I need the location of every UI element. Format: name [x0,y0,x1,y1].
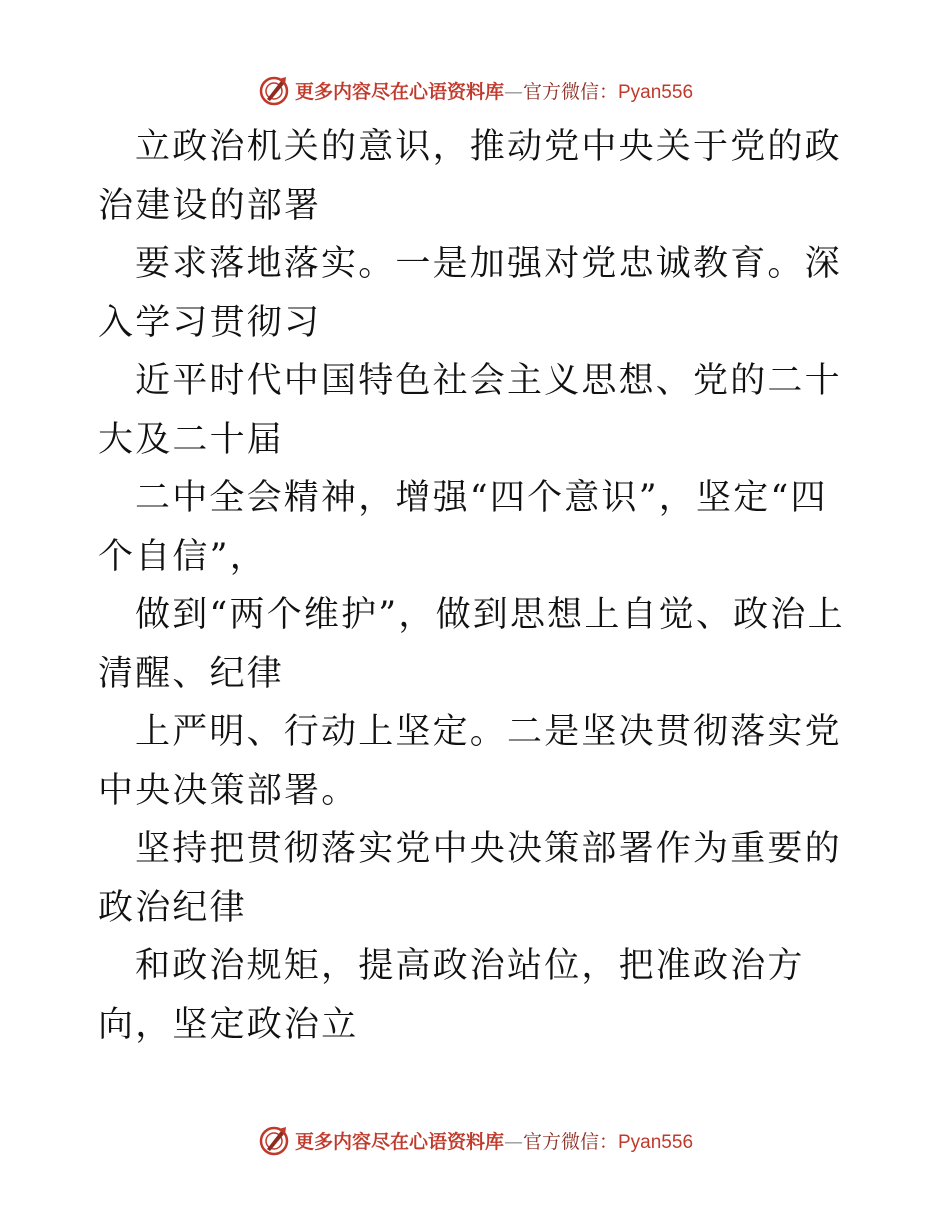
header-banner-separator: — [503,80,523,103]
body-paragraph: 立政治机关的意识，推动党中央关于党的政治建设的部署 [98,127,842,226]
footer-banner [0,1120,950,1160]
header-banner [0,70,950,110]
body-paragraph: 要求落地落实。一是加强对党忠诚教育。深入学习贯彻习 [98,244,842,343]
footer-banner-wechat-id: Pyan556 [618,1131,694,1153]
document-body [98,118,858,1054]
footer-banner-separator: — [503,1130,523,1153]
body-paragraph: 二中全会精神，增强“四个意识”，坚定“四个自信”， [98,478,828,577]
body-paragraph: 近平时代中国特色社会主义思想、党的二十大及二十届 [98,361,842,460]
footer-banner-text [295,1127,693,1154]
footer-banner-main: 更多内容尽在心语资料库 [294,1130,504,1153]
header-banner-official-label: 官方微信： [522,80,618,103]
footer-banner-official-label: 官方微信： [522,1130,618,1153]
pen-logo-icon [257,1123,291,1157]
body-paragraph: 和政治规矩，提高政治站位，把准政治方向，坚定政治立 [98,946,805,1045]
body-paragraph: 坚持把贯彻落实党中央决策部署作为重要的政治纪律 [98,829,842,928]
body-paragraph: 做到“两个维护”，做到思想上自觉、政治上清醒、纪律 [98,595,845,694]
header-banner-text [295,77,693,104]
body-paragraph: 上严明、行动上坚定。二是坚决贯彻落实党中央决策部署。 [98,712,842,811]
pen-logo-icon [257,73,291,107]
header-banner-main: 更多内容尽在心语资料库 [294,80,504,103]
header-banner-wechat-id: Pyan556 [618,81,694,103]
